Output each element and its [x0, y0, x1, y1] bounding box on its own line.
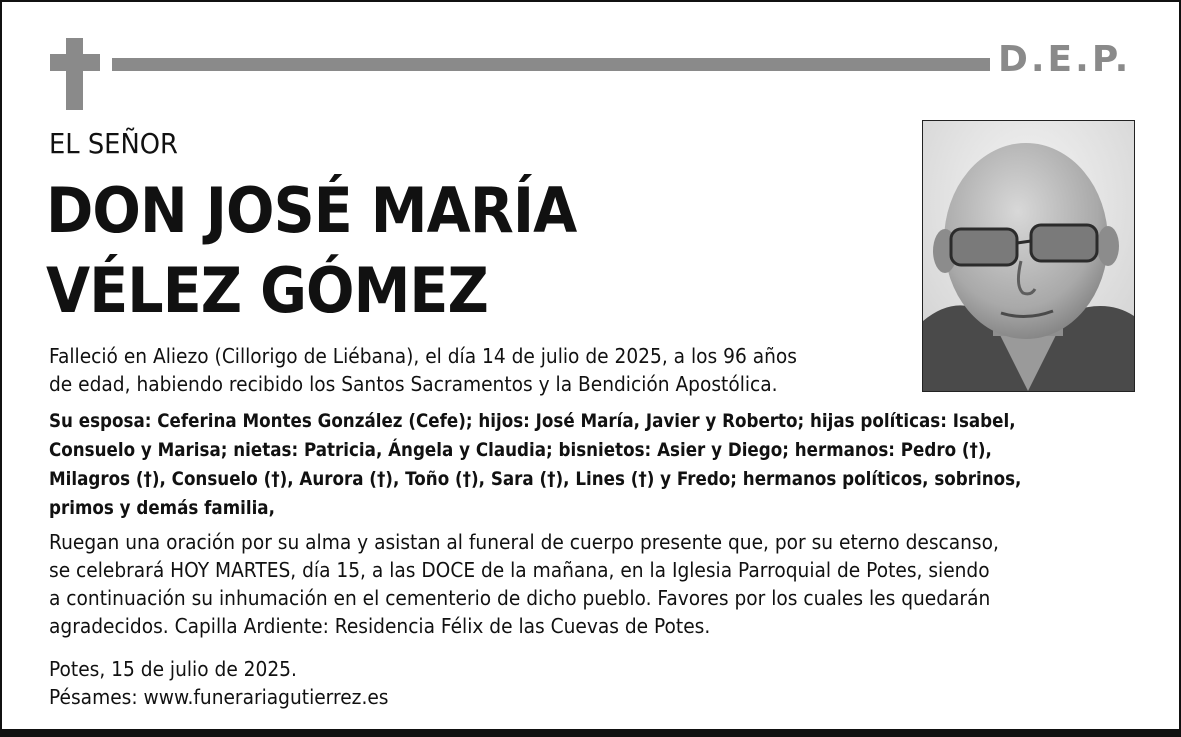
death-line: Falleció en Aliezo (Cillorigo de Liébana), el día 14 de julio de 2025, a los 96 años	[49, 344, 797, 368]
family-line: Milagros (†), Consuelo (†), Aurora (†), Toño (†), Sara (†), Lines (†) y Fredo; hermanos políticos, sobrinos,	[49, 468, 1022, 490]
dep-mark: D.E.P.	[998, 39, 1132, 80]
funeral-details	[49, 528, 999, 640]
family-line: primos y demás familia,	[49, 497, 275, 519]
death-announcement	[49, 342, 797, 398]
honorific: EL SEÑOR	[49, 127, 178, 160]
portrait-photo	[922, 120, 1135, 392]
place-date: Potes, 15 de julio de 2025.	[49, 657, 297, 681]
family-line: Consuelo y Marisa; nietas: Patricia, Ángela y Claudia; bisnietos: Asier y Diego; hermanos: Pedro (†),	[49, 439, 992, 461]
death-line: de edad, habiendo recibido los Santos Sacramentos y la Bendición Apostólica.	[49, 372, 778, 396]
funeral-line: agradecidos. Capilla Ardiente: Residencia Félix de las Cuevas de Potes.	[49, 614, 711, 638]
family-list	[49, 407, 1021, 523]
funeral-line: a continuación su inhumación en el cementerio de dicho pueblo. Favores por los cuales les quedarán	[49, 586, 991, 610]
deceased-name-line-2: VÉLEZ GÓMEZ	[46, 254, 488, 327]
header-divider	[112, 58, 990, 71]
closing	[49, 655, 389, 711]
deceased-name-line-1: DON JOSÉ MARÍA	[46, 174, 577, 247]
funeral-line: Ruegan una oración por su alma y asistan al funeral de cuerpo presente que, por su eterno descanso,	[49, 530, 999, 554]
condolences-link[interactable]: Pésames: www.funerariagutierrez.es	[49, 685, 389, 709]
funeral-line: se celebrará HOY MARTES, día 15, a las DOCE de la mañana, en la Iglesia Parroquial de Potes, siendo	[49, 558, 990, 582]
family-line: Su esposa: Ceferina Montes González (Cefe); hijos: José María, Javier y Roberto; hijas políticas: Isabel,	[49, 410, 1016, 432]
